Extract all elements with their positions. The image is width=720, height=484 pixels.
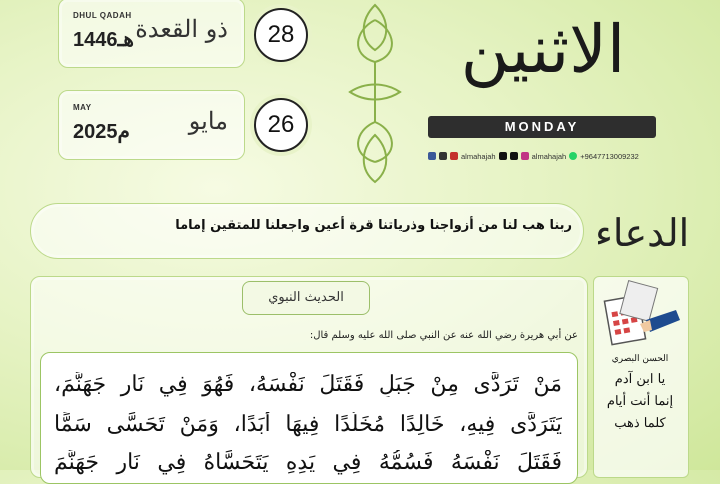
youtube-icon <box>450 152 458 160</box>
weekday-arabic: الاثنين <box>460 11 626 88</box>
calendar-illustration-icon <box>600 280 684 350</box>
dua-label: الدعاء <box>595 211 690 255</box>
hadith-intro: عن أبي هريرة رضي الله عنه عن النبي صلى الله عليه وسلم قال: <box>309 330 578 341</box>
weekday-english: MONDAY <box>428 116 656 138</box>
hadith-line: مَنْ تَرَدَّى مِنْ جَبَلٍ فَقَتَلَ نَفْسَهُ، فَهُوَ فِي نَارِ جَهَنَّمَ، <box>54 372 562 397</box>
telegram-icon <box>439 152 447 160</box>
gregorian-date-card <box>58 90 245 160</box>
side-line: إنما أنت أيام <box>606 394 674 409</box>
hijri-day-circle: 28 <box>254 8 308 62</box>
hijri-year: 1446هـ <box>73 29 134 51</box>
whatsapp-icon <box>569 152 577 160</box>
gregorian-month-ar: مايو <box>188 107 228 135</box>
tiktok-icon <box>510 152 518 160</box>
instagram-icon <box>521 152 529 160</box>
hijri-month-en: DHUL QADAH <box>73 11 132 20</box>
hadith-badge: الحديث النبوي <box>242 281 370 315</box>
x-icon <box>499 152 507 160</box>
social-handle-1: almahajah <box>461 151 496 161</box>
hadith-line: فَقَتَلَ نَفْسَهُ فَسُمُّهُ فِي يَدِهِ يَتَحَسَّاهُ فِي نَارِ جَهَنَّمَ <box>54 450 562 475</box>
hijri-month-ar: ذو القعدة <box>135 15 228 43</box>
hadith-line: يَتَرَدَّى فِيهِ، خَالِدًا مُخَلَّدًا فِيهَا أَبَدًا، وَمَنْ تَحَسَّى سَمًّا <box>54 412 562 437</box>
gregorian-year: 2025م <box>73 121 130 143</box>
dua-text: ربنا هب لنا من أزواجنا وذرياتنا قرة أعين واجعلنا للمتقين إماما <box>175 218 572 233</box>
gregorian-month-en: MAY <box>73 103 92 112</box>
ornament-divider <box>340 0 410 185</box>
side-line: يا ابن آدم <box>614 372 666 387</box>
gregorian-day-circle: 26 <box>254 98 308 152</box>
facebook-icon <box>428 152 436 160</box>
social-handle-2: almahajah <box>531 151 567 161</box>
social-bar <box>428 149 656 163</box>
social-phone: +9647713009232 <box>580 151 639 161</box>
side-caption: الحسن البصري <box>611 354 669 364</box>
side-line: كلما ذهب <box>614 416 666 431</box>
hijri-date-card <box>58 0 245 68</box>
